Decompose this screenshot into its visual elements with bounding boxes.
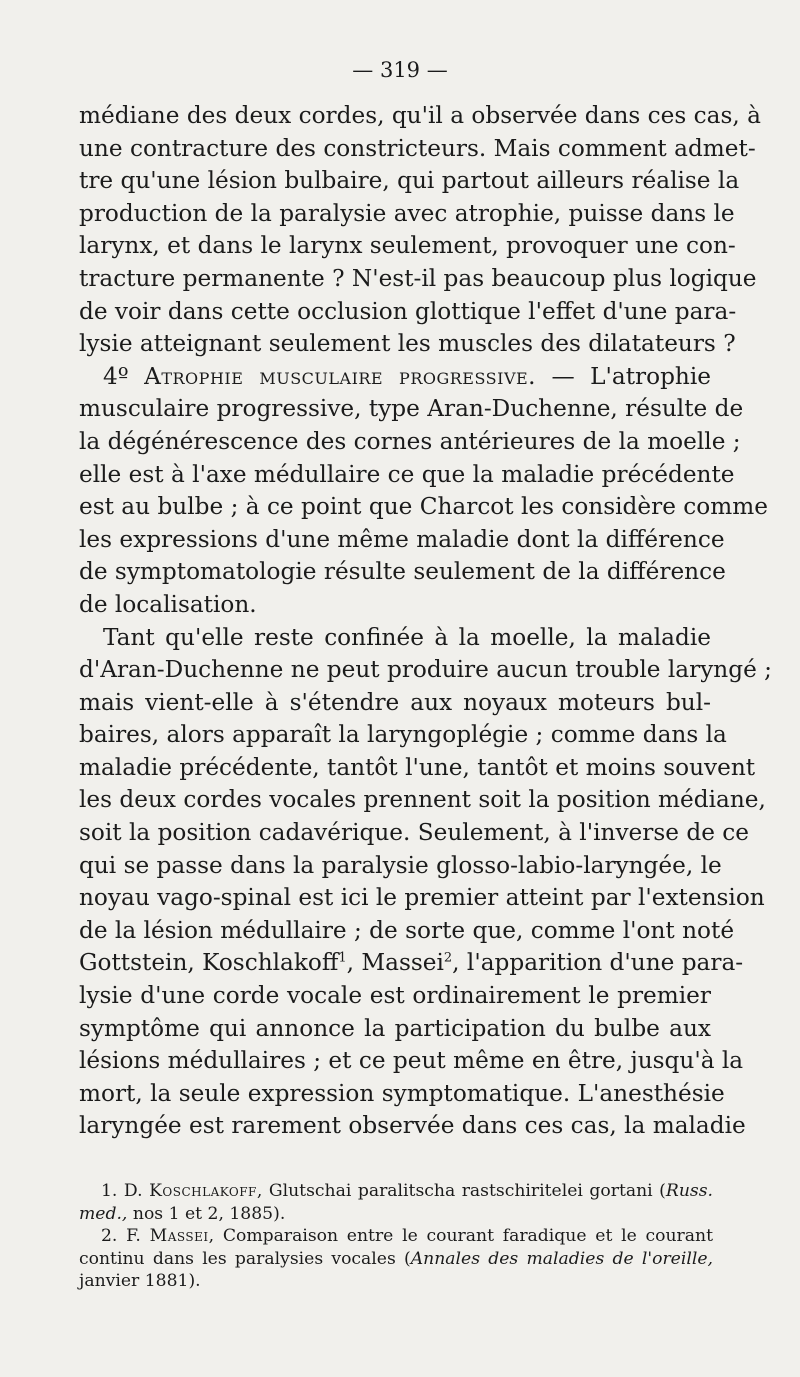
text-line: les deux cordes vocales prennent soit la position médiane, bbox=[79, 786, 766, 814]
text-line: larynx, et dans le larynx seulement, provoquer une con- bbox=[79, 232, 736, 260]
text-line: une contracture des constricteurs. Mais comment admet- bbox=[79, 134, 756, 162]
text-line: soit la position cadavérique. Seulement, à l'inverse de ce bbox=[79, 819, 749, 847]
footnote-1-cont: med., nos 1 et 2, 1885). bbox=[79, 1203, 286, 1224]
section-title: Atrophie musculaire progressive. bbox=[144, 362, 537, 390]
text-line: mort, la seule expression symptomatique. L'anesthésie bbox=[79, 1079, 725, 1107]
page-number: — 319 — bbox=[352, 58, 448, 82]
text-line: baires, alors apparaît la laryngoplégie ; comme dans la bbox=[79, 721, 727, 749]
footnote-ref-2: 2 bbox=[443, 950, 453, 966]
text-line: lysie atteignant seulement les muscles des dilatateurs ? bbox=[79, 330, 736, 358]
footnote-2: 2. F. Massei, Comparaison entre le courant faradique et le courant bbox=[101, 1226, 713, 1246]
text-line: maladie précédente, tantôt l'une, tantôt et moins souvent bbox=[79, 753, 756, 781]
text-line: symptôme qui annonce la participation du bulbe aux bbox=[79, 1014, 711, 1042]
text-line: lysie d'une corde vocale est ordinairement le premier bbox=[79, 982, 711, 1010]
text-line: qui se passe dans la paralysie glosso-labio-laryngée, le bbox=[79, 851, 722, 879]
text-line: la dégénérescence des cornes antérieures de la moelle ; bbox=[79, 427, 741, 455]
footnote-1: 1. D. Koschlakoff, Glutschai paralitscha rastschiritelei gortani (Russ. bbox=[101, 1181, 713, 1201]
section-heading-rest: — L'atrophie bbox=[551, 362, 711, 390]
section-heading-line bbox=[79, 361, 711, 394]
footnote-2-cont: continu dans les paralysies vocales (Annales des maladies de l'oreille, bbox=[79, 1248, 713, 1269]
text-line: de voir dans cette occlusion glottique l'effet d'une para- bbox=[79, 297, 737, 325]
text-line: de symptomatologie résulte seulement de la différence bbox=[79, 558, 726, 586]
text-line: tracture permanente ? N'est-il pas beaucoup plus logique bbox=[79, 264, 757, 292]
text-line: d'Aran-Duchenne ne peut produire aucun trouble laryngé ; bbox=[79, 656, 772, 684]
text-line: musculaire progressive, type Aran-Duchenne, résulte de bbox=[79, 395, 744, 423]
text-line: noyau vago-spinal est ici le premier atteint par l'extension bbox=[79, 884, 765, 912]
section-number: 4º bbox=[103, 362, 129, 390]
text-line: de la lésion médullaire ; de sorte que, comme l'ont noté bbox=[79, 916, 735, 944]
text-line: de localisation. bbox=[79, 590, 257, 618]
text-line: mais vient-elle à s'étendre aux noyaux moteurs bul- bbox=[79, 688, 711, 716]
footnote-ref-1: 1 bbox=[338, 950, 347, 966]
text-line: laryngée est rarement observée dans ces cas, la maladie bbox=[79, 1112, 746, 1140]
text-line: production de la paralysie avec atrophie, puisse dans le bbox=[79, 199, 735, 227]
text-line: elle est à l'axe médullaire ce que la maladie précédente bbox=[79, 460, 735, 488]
text-line: médiane des deux cordes, qu'il a observée dans ces cas, à bbox=[79, 102, 761, 129]
footnote-author: Koschlakoff bbox=[149, 1181, 257, 1201]
text-line: tre qu'une lésion bulbaire, qui partout ailleurs réalise la bbox=[79, 167, 740, 195]
text-line: les expressions d'une même maladie dont la différence bbox=[79, 525, 725, 553]
text-line: est au bulbe ; à ce point que Charcot les considère comme bbox=[79, 493, 768, 521]
text-line: Tant qu'elle reste confinée à la moelle, la maladie bbox=[103, 623, 711, 651]
text-line: lésions médullaires ; et ce peut même en être, jusqu'à la bbox=[79, 1047, 744, 1075]
footnotes bbox=[79, 1180, 713, 1293]
footnote-2-end: janvier 1881). bbox=[79, 1271, 201, 1291]
body-text bbox=[79, 100, 772, 1143]
footnote-author: Massei bbox=[149, 1226, 209, 1246]
text-line-with-note-refs: Gottstein, Koschlakoff$^1$, Massei$^2$, l'apparition d'une para- bbox=[79, 949, 744, 977]
